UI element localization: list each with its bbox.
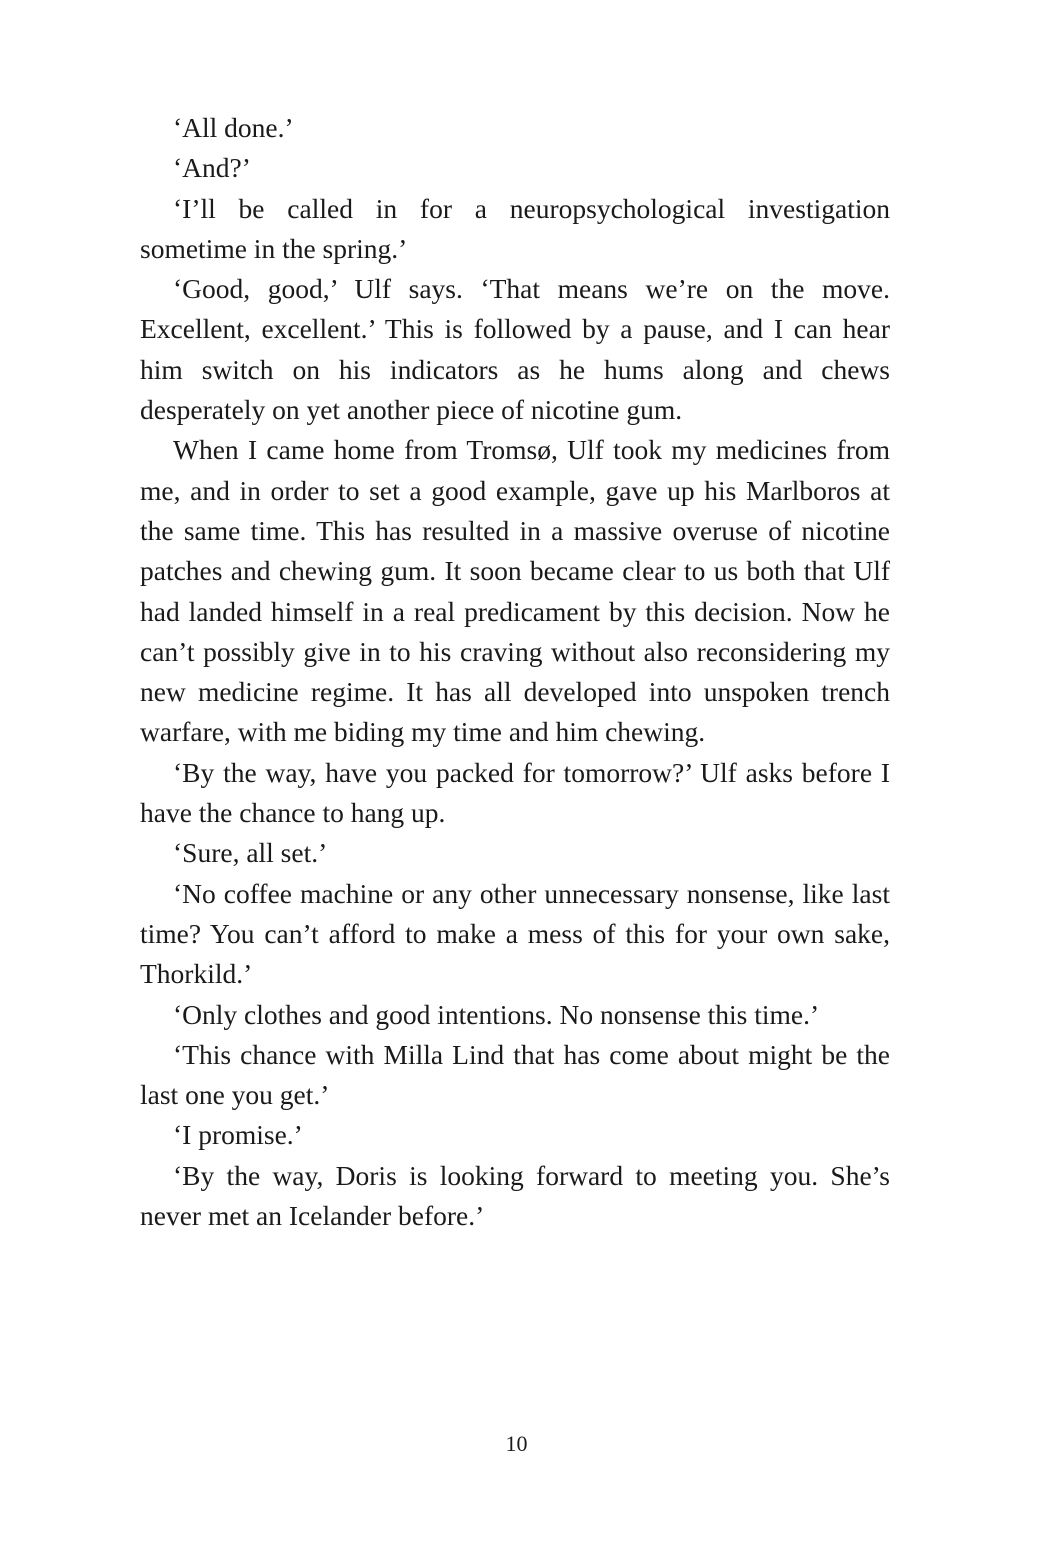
paragraph-11: ‘I promise.’ <box>173 1119 303 1151</box>
paragraph-7: ‘Sure, all set.’ <box>173 837 328 869</box>
page-number: 10 <box>505 1431 528 1456</box>
paragraph-2: ‘And?’ <box>173 152 251 184</box>
paragraph-3: ‘I’ll be called in for a neuropsychological investigation sometime in the spring.’ <box>140 192 890 264</box>
paragraph-10: ‘This chance with Milla Lind that has come about might be the last one you get.’ <box>140 1038 890 1111</box>
body-text <box>140 108 890 1236</box>
paragraph-9: ‘Only clothes and good intentions. No nonsense this time.’ <box>173 998 820 1030</box>
paragraph-1: ‘All done.’ <box>173 112 294 143</box>
paragraph-8: ‘No coffee machine or any other unnecessary nonsense, like last time? You can’t afford to make a mess of this for your own sake, Thorkild.’ <box>140 877 890 990</box>
paragraph-12: ‘By the way, Doris is looking forward to meeting you. She’s never met an Icelander before.’ <box>140 1159 890 1232</box>
paragraph-4: ‘Good, good,’ Ulf says. ‘That means we’re on the move. Excellent, excellent.’ This is followed by a pause, and I can hear him switch on his indicators as he hums along and chews desperately on yet another piece of nicotine gum. <box>140 273 890 426</box>
paragraph-6: ‘By the way, have you packed for tomorrow?’ Ulf asks before I have the chance to hang up. <box>140 756 890 829</box>
paragraph-5: When I came home from Tromsø, Ulf took my medicines from me, and in order to set a good example, gave up his Marlboros at the same time. This has resulted in a massive overuse of nicotine patches and chewing gum. It soon became clear to us both that Ulf had landed himself in a real predicament by this decision. Now he can’t possibly give in to his craving without also reconsidering my new medicine regime. It has all developed into unspoken trench warfare, with me biding my time and him chewing. <box>140 434 890 748</box>
